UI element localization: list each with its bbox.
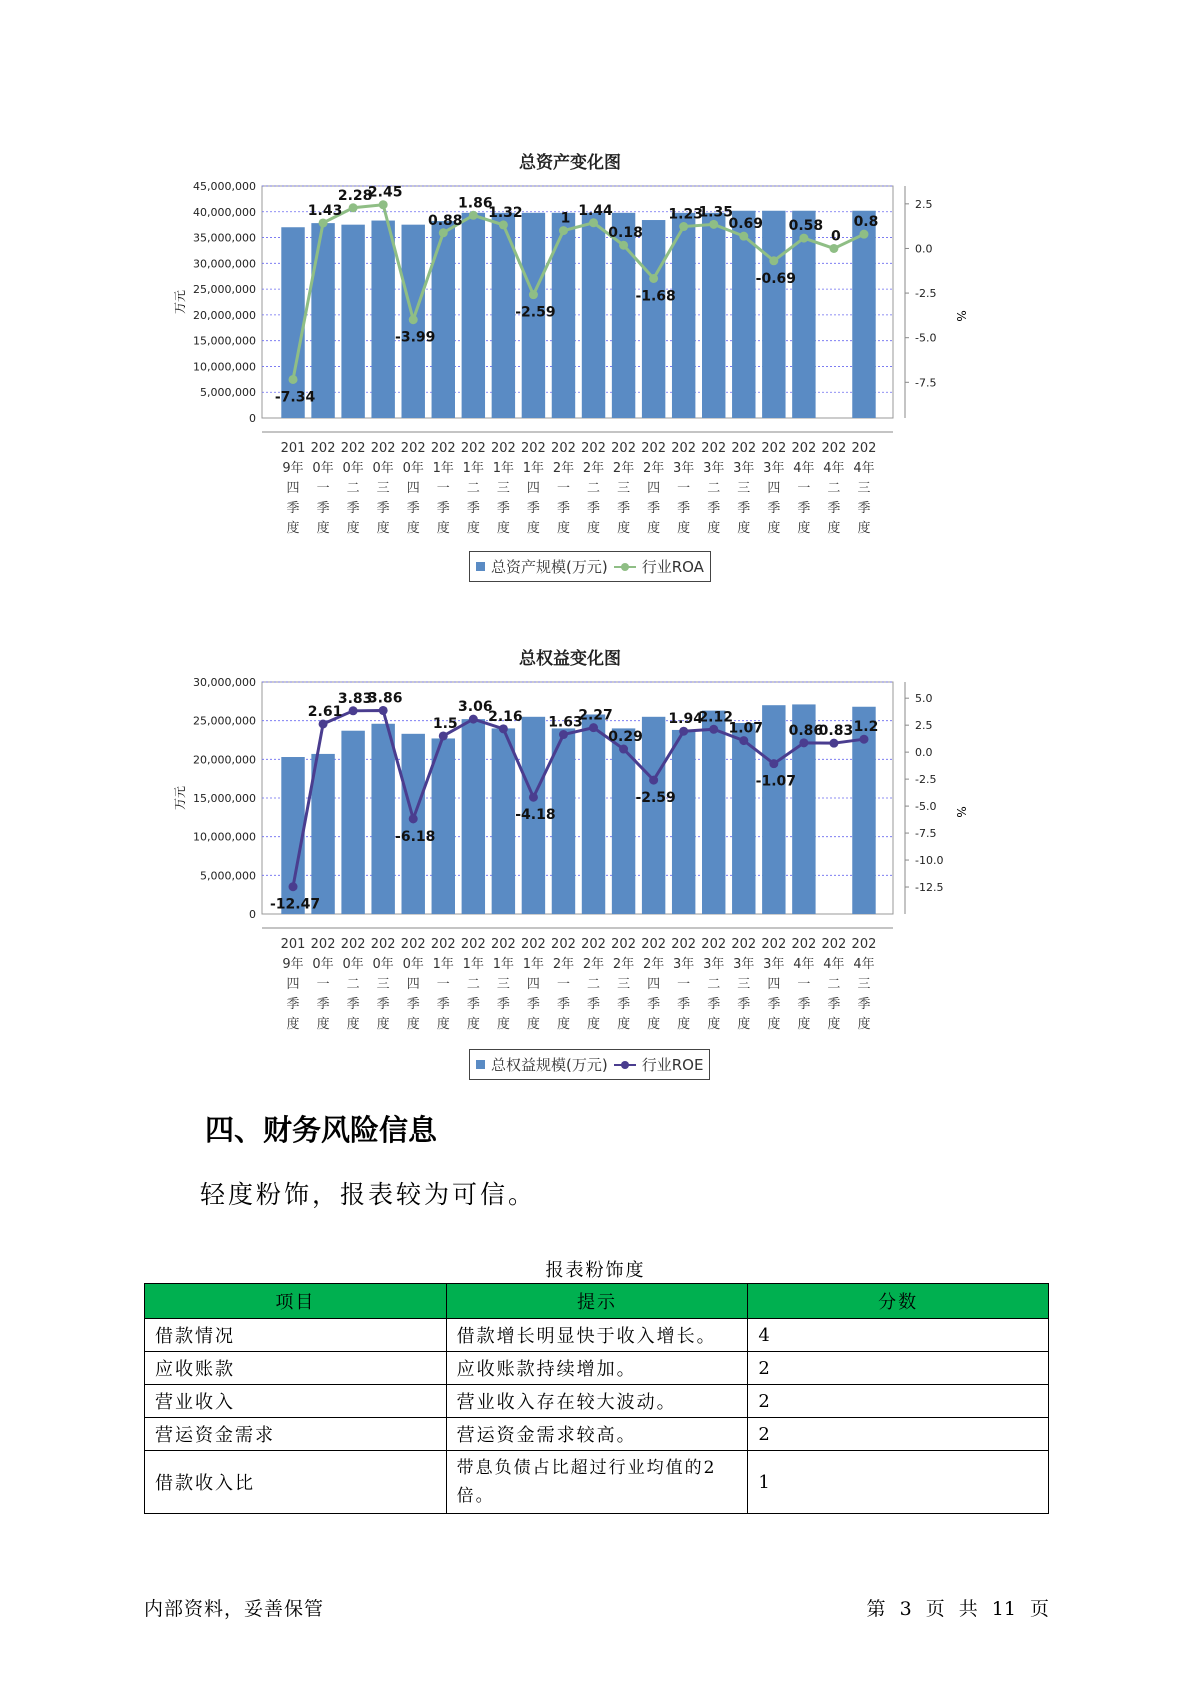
x-tick-label: 202 1年一季度 (430, 441, 456, 536)
x-tick-label: 202 3年三季度 (731, 937, 757, 1032)
data-label: 0.29 (608, 729, 643, 746)
data-label: -1.07 (755, 773, 797, 790)
x-tick-label: 202 0年一季度 (310, 937, 336, 1032)
cell-hint: 带息负债占比超过行业均值的2倍。 (446, 1451, 748, 1514)
x-tick-label: 202 2年二季度 (581, 937, 606, 1032)
bar (371, 724, 394, 914)
x-tick-label: 202 3年四季度 (761, 937, 787, 1032)
data-label: 1 (560, 210, 571, 227)
y2-tick-label: -5.0 (915, 331, 937, 345)
y-tick-label: 25,000,000 (193, 714, 256, 728)
table-row (145, 1451, 1049, 1514)
data-label: 2.45 (367, 184, 403, 201)
y2-tick-label: -12.5 (915, 881, 944, 895)
line-point (529, 290, 538, 299)
bar (852, 211, 875, 418)
y-tick-label: 15,000,000 (193, 792, 256, 805)
x-tick-label: 202 0年二季度 (340, 937, 366, 1032)
line-point (379, 706, 388, 715)
cell-item: 营业收入 (145, 1385, 447, 1418)
y-tick-label: 20,000,000 (193, 308, 256, 322)
bar (432, 738, 455, 914)
data-label: 0.88 (428, 212, 463, 229)
data-label: 3.06 (458, 699, 493, 716)
bar (702, 213, 725, 418)
bar (462, 719, 485, 914)
x-tick-label: 202 1年二季度 (460, 937, 486, 1032)
line-point (709, 220, 718, 229)
y2-tick-label: 0.0 (915, 746, 933, 760)
y2-tick-label: 2.5 (915, 719, 933, 733)
y2-tick-label: 5.0 (915, 692, 933, 706)
data-label: 1.23 (668, 206, 703, 223)
line-point (589, 723, 598, 732)
x-tick-label: 202 2年一季度 (551, 441, 576, 536)
y2-tick-label: -5.0 (915, 800, 937, 814)
cell-item: 借款收入比 (145, 1451, 447, 1514)
line-point (289, 375, 298, 384)
table-row (145, 1385, 1049, 1418)
header-item: 项目 (145, 1284, 447, 1319)
header-score: 分数 (748, 1284, 1049, 1319)
bar (371, 221, 394, 418)
bar (582, 213, 605, 418)
data-label: -7.34 (274, 389, 316, 406)
line-point (649, 274, 658, 283)
cell-score: 1 (748, 1451, 1049, 1514)
data-label: 1.07 (728, 720, 764, 737)
data-label: 1.32 (488, 204, 523, 221)
data-label: 0.86 (788, 722, 824, 739)
data-label: 0.69 (728, 216, 764, 233)
x-tick-label: 202 2年三季度 (611, 937, 636, 1032)
y2-axis-label: % (954, 806, 968, 818)
cell-score: 2 (748, 1352, 1049, 1385)
y2-tick-label: -2.5 (915, 287, 937, 301)
cell-score: 2 (748, 1385, 1049, 1418)
y-tick-label: 25,000,000 (193, 283, 256, 297)
y-tick-label: 5,000,000 (200, 386, 256, 400)
x-tick-label: 202 4年二季度 (821, 441, 847, 536)
bar (462, 213, 485, 418)
line-point (829, 244, 838, 253)
equity-chart-svg (170, 666, 970, 1066)
line-point (559, 226, 568, 235)
bar (702, 711, 725, 914)
data-label: 1.2 (853, 719, 879, 736)
equity-chart (170, 636, 970, 1074)
line-point (379, 200, 388, 209)
bar (432, 221, 455, 418)
y-axis-label: 万元 (173, 289, 187, 315)
line-point (469, 715, 478, 724)
cell-item: 应收账款 (145, 1352, 447, 1385)
data-label: 3.83 (337, 690, 373, 707)
line-point (529, 793, 538, 802)
data-label: 3.86 (367, 690, 403, 707)
cell-hint: 应收账款持续增加。 (446, 1352, 748, 1385)
data-label: 1.43 (307, 202, 343, 219)
y-tick-label: 30,000,000 (193, 676, 256, 689)
x-tick-label: 202 2年四季度 (641, 441, 667, 536)
legend-line-swatch (614, 1060, 636, 1070)
y-tick-label: 0 (249, 412, 256, 425)
data-label: -0.69 (755, 270, 797, 287)
bar (732, 723, 755, 914)
line-point (409, 315, 418, 324)
line-point (559, 730, 568, 739)
x-tick-label: 202 3年四季度 (761, 441, 787, 536)
line-point (409, 814, 418, 823)
line-point (619, 745, 628, 754)
bar (582, 714, 605, 914)
y-tick-label: 20,000,000 (193, 753, 256, 767)
line-point (679, 727, 688, 736)
legend-bar-swatch (476, 562, 485, 571)
line-point (499, 724, 508, 733)
x-tick-label: 202 0年四季度 (400, 937, 426, 1032)
line-point (859, 230, 868, 239)
line-point (499, 220, 508, 229)
y-tick-label: 35,000,000 (193, 231, 256, 245)
y-tick-label: 45,000,000 (193, 180, 256, 193)
x-tick-label: 202 4年三季度 (851, 441, 877, 536)
line-point (799, 234, 808, 243)
asset-chart-title: 总资产变化图 (519, 153, 621, 173)
legend-bar-swatch (476, 1060, 485, 1069)
x-tick-label: 202 0年四季度 (400, 441, 426, 536)
bar (402, 734, 425, 914)
footer-confidential: 内部资料，妥善保管 (144, 1598, 325, 1620)
line-point (349, 706, 358, 715)
line-point (769, 759, 778, 768)
y-axis-label: 万元 (173, 785, 187, 811)
data-label: 1.63 (548, 714, 583, 731)
data-label: 0.83 (818, 723, 854, 740)
line-point (589, 218, 598, 227)
data-label: 2.61 (307, 703, 343, 720)
cell-score: 4 (748, 1319, 1049, 1352)
legend-line-swatch (614, 562, 636, 572)
risk-table (144, 1283, 1049, 1514)
bar (311, 754, 334, 914)
equity-chart-legend (469, 1049, 710, 1080)
y2-tick-label: 0.0 (915, 242, 933, 256)
line-point (469, 211, 478, 220)
bar (642, 220, 665, 418)
x-tick-label: 201 9年四季度 (280, 937, 306, 1032)
data-label: 1.94 (668, 711, 703, 728)
y2-tick-label: 2.5 (915, 197, 933, 211)
table-caption: 报表粉饰度 (545, 1260, 646, 1281)
x-tick-label: 202 0年二季度 (340, 441, 366, 536)
y-tick-label: 5,000,000 (200, 869, 256, 883)
x-tick-label: 202 4年一季度 (791, 937, 817, 1032)
line-point (619, 241, 628, 250)
table-row (145, 1352, 1049, 1385)
y-tick-label: 10,000,000 (193, 830, 256, 844)
line-point (859, 735, 868, 744)
data-label: 0.8 (853, 214, 879, 231)
y2-tick-label: -7.5 (915, 376, 937, 390)
line-point (439, 228, 448, 237)
footer-page-number: 第 3 页 共 11 页 (866, 1598, 1049, 1620)
x-tick-label: 201 9年四季度 (280, 441, 306, 536)
data-label: -12.47 (269, 896, 321, 913)
y2-axis-label: % (954, 310, 968, 322)
asset-chart-svg (170, 170, 970, 570)
line-point (349, 203, 358, 212)
cell-hint: 营业收入存在较大波动。 (446, 1385, 748, 1418)
section-text: 轻度粉饰，报表较为可信。 (200, 1180, 537, 1209)
line-point (319, 719, 328, 728)
x-tick-label: 202 1年三季度 (490, 441, 516, 536)
line-point (829, 739, 838, 748)
x-tick-label: 202 3年一季度 (671, 441, 697, 536)
line-point (739, 736, 748, 745)
data-label: 1.35 (698, 204, 733, 221)
y2-tick-label: -10.0 (915, 854, 944, 868)
y-tick-label: 30,000,000 (193, 257, 256, 271)
bar (762, 211, 785, 418)
cell-score: 2 (748, 1418, 1049, 1451)
table-row (145, 1319, 1049, 1352)
y2-tick-label: -7.5 (915, 827, 937, 841)
x-tick-label: 202 4年二季度 (821, 937, 847, 1032)
legend-bar-label: 总权益规模(万元) (491, 1056, 608, 1074)
asset-chart (170, 140, 970, 576)
data-label: 1.86 (458, 195, 493, 212)
data-label: 2.16 (488, 708, 523, 725)
x-tick-label: 202 3年三季度 (731, 441, 757, 536)
legend-bar-label: 总资产规模(万元) (491, 558, 608, 576)
y2-tick-label: -2.5 (915, 773, 937, 787)
x-tick-label: 202 4年一季度 (791, 441, 817, 536)
x-tick-label: 202 1年三季度 (490, 937, 516, 1032)
x-tick-label: 202 2年四季度 (641, 937, 667, 1032)
x-tick-label: 202 1年四季度 (521, 937, 546, 1032)
cell-hint: 借款增长明显快于收入增长。 (446, 1319, 748, 1352)
x-tick-label: 202 0年三季度 (370, 441, 396, 536)
x-tick-label: 202 3年一季度 (671, 937, 697, 1032)
table-header-row (145, 1284, 1049, 1319)
y-tick-label: 0 (249, 908, 256, 921)
legend-line-label: 行业ROE (641, 1056, 704, 1074)
data-label: -3.99 (395, 329, 436, 346)
line-point (709, 725, 718, 734)
line-point (679, 222, 688, 231)
data-label: 1.44 (578, 202, 613, 219)
x-tick-label: 202 0年三季度 (370, 937, 396, 1032)
x-tick-label: 202 2年一季度 (551, 937, 576, 1032)
data-label: 0.58 (788, 218, 824, 235)
data-label: -2.59 (635, 790, 676, 807)
line-point (649, 776, 658, 785)
section-heading: 四、财务风险信息 (205, 1113, 438, 1147)
data-label: 2.27 (578, 707, 613, 724)
legend-line-label: 行业ROA (641, 558, 704, 576)
data-label: 0 (831, 228, 841, 245)
line-point (739, 232, 748, 241)
data-label: 2.12 (698, 709, 733, 726)
x-tick-label: 202 1年四季度 (521, 441, 546, 536)
table-row (145, 1418, 1049, 1451)
cell-hint: 营运资金需求较高。 (446, 1418, 748, 1451)
header-hint: 提示 (446, 1284, 748, 1319)
data-label: 2.28 (337, 187, 373, 204)
data-label: -6.18 (395, 828, 436, 845)
bar (642, 717, 665, 914)
y-tick-label: 10,000,000 (193, 360, 256, 374)
bar (762, 705, 785, 914)
x-tick-label: 202 1年一季度 (430, 937, 456, 1032)
data-label: 0.18 (608, 225, 643, 242)
data-label: -1.68 (635, 288, 676, 305)
x-tick-label: 202 2年二季度 (581, 441, 606, 536)
line-point (319, 218, 328, 227)
line-point (439, 731, 448, 740)
data-label: 1.5 (432, 715, 458, 732)
x-tick-label: 202 3年二季度 (701, 441, 727, 536)
x-tick-label: 202 0年一季度 (310, 441, 336, 536)
cell-item: 营运资金需求 (145, 1418, 447, 1451)
asset-chart-legend (469, 551, 711, 582)
bar (672, 730, 695, 914)
line-point (769, 256, 778, 265)
cell-item: 借款情况 (145, 1319, 447, 1352)
bar (341, 225, 364, 418)
data-label: -2.59 (515, 304, 556, 321)
bar (341, 731, 364, 914)
bar (492, 728, 515, 914)
line-point (289, 882, 298, 891)
data-label: -4.18 (515, 807, 556, 824)
line-point (799, 738, 808, 747)
x-tick-label: 202 2年三季度 (611, 441, 636, 536)
x-tick-label: 202 4年三季度 (851, 937, 877, 1032)
x-tick-label: 202 1年二季度 (460, 441, 486, 536)
equity-chart-title: 总权益变化图 (519, 649, 621, 669)
x-tick-label: 202 3年二季度 (701, 937, 727, 1032)
y-tick-label: 15,000,000 (193, 334, 256, 348)
y-tick-label: 40,000,000 (193, 205, 256, 219)
